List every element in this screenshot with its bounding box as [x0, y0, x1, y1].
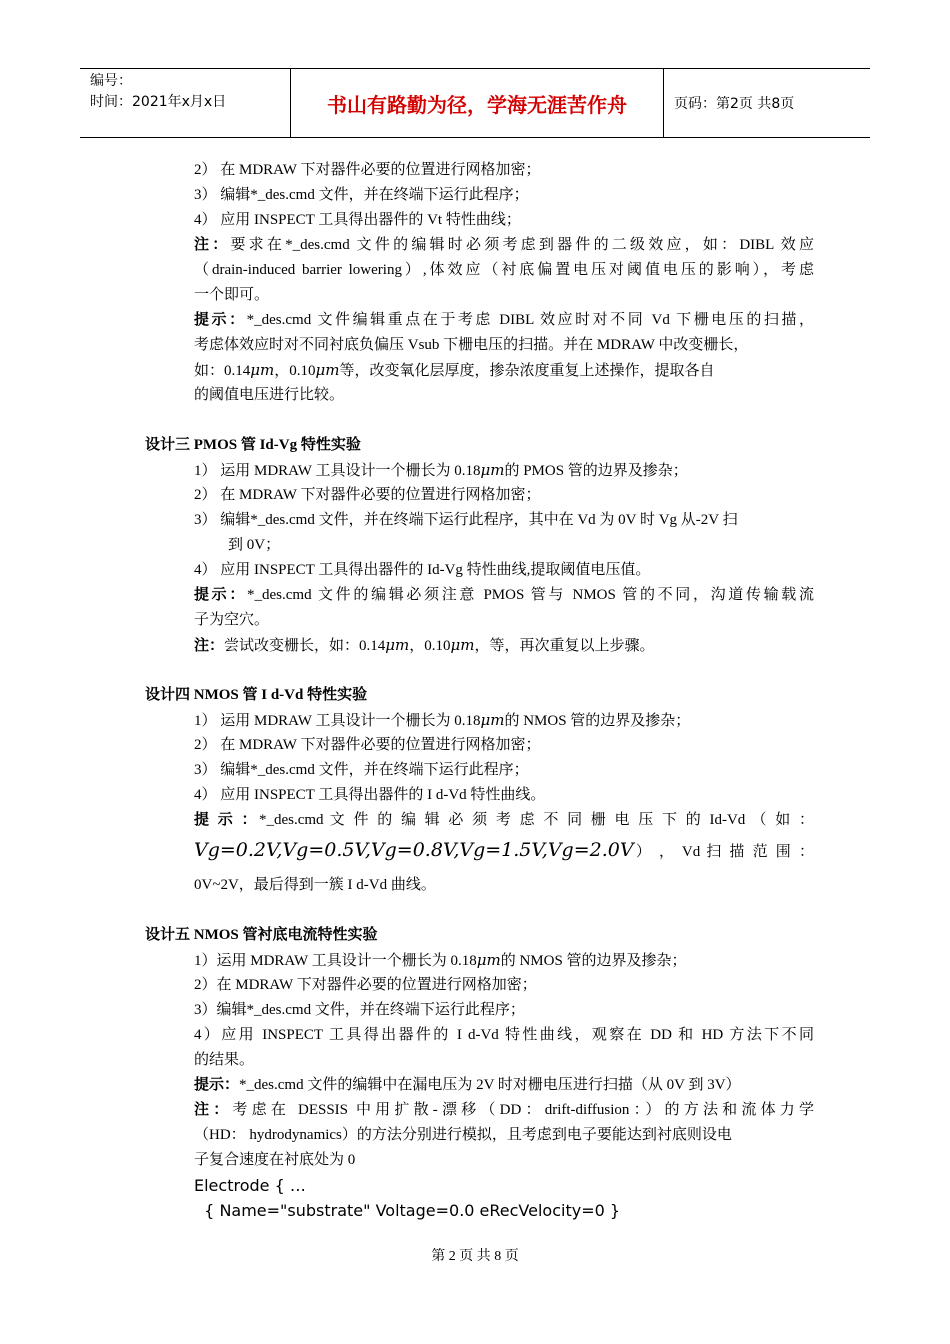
note-label: 注： — [194, 638, 225, 654]
unit-micrometer: μm — [450, 636, 475, 654]
text-line: （HD： hydrodynamics）的方法分别进行模拟，且考虑到电子要能达到衬底则设电 — [194, 1127, 732, 1143]
text-segment: 尝试改变栅长，如：0.14 — [224, 638, 386, 654]
unit-micrometer: μm — [480, 711, 505, 729]
note-text: *_des.cmd 文件的编辑必须注意 PMOS 管与 NMOS 管的不同，沟道传输载流 — [247, 587, 814, 603]
note-text: *_des.cmd 文件编辑重点在于考虑 DIBL 效应时对不同 Vd 下栅电压的扫描， — [246, 312, 814, 328]
text-line — [194, 308, 814, 333]
text-segment: ，0.10 — [274, 363, 316, 379]
text-line — [194, 358, 814, 383]
text-line: 2） 在 MDRAW 下对器件必要的位置进行网格加密； — [194, 162, 541, 178]
header-meta — [80, 69, 291, 137]
note-label: 注： — [194, 1102, 233, 1118]
text-segment: 的 NMOS 管的边界及掺杂； — [500, 953, 687, 969]
text-line: 的阈值电压进行比较。 — [194, 387, 345, 403]
text-line — [194, 1098, 814, 1123]
text-line: 2） 在 MDRAW 下对器件必要的位置进行网格加密； — [194, 487, 541, 503]
note-text: 要求在*_des.cmd 文件的编辑时必须考虑到器件的二级效应，如：DIBL 效应 — [230, 237, 814, 253]
text-line: 子复合速度在衬底处为 0 — [194, 1152, 356, 1168]
text-line — [194, 583, 814, 608]
page-indicator: 页码：第2页 共8页 — [674, 96, 795, 112]
unit-micrometer: μm — [476, 951, 501, 969]
motto: 书山有路勤为径，学海无涯苦作舟 — [291, 69, 664, 137]
section-heading: 设计五 NMOS 管衬底电流特性实验 — [145, 927, 378, 943]
page-footer: 第 2 页 共 8 页 — [431, 1249, 519, 1264]
document-body — [145, 158, 814, 1223]
note-label: 提 示 ： — [194, 812, 259, 828]
text-line: 4）应用 INSPECT 工具得出器件的 I d-Vd 特性曲线，观察在 DD 和 HD 方法下不同 — [194, 1027, 814, 1043]
text-line: 3）编辑*_des.cmd 文件，并在终端下运行此程序； — [194, 1002, 525, 1018]
text-line — [194, 458, 814, 483]
text-segment: ，等，再次重复以上步骤。 — [474, 638, 655, 654]
text-line — [194, 1073, 814, 1098]
text-line — [194, 948, 814, 973]
unit-micrometer: μm — [480, 461, 505, 479]
text-segment: 如：0.14 — [194, 363, 251, 379]
text-line — [194, 658, 814, 683]
voltage-formula: Vg=0.2V,Vg=0.5V,Vg=0.8V,Vg=1.5V,Vg=2.0V — [194, 839, 634, 861]
text-line — [194, 633, 814, 658]
text-line: 一个即可。 — [194, 287, 270, 303]
text-line — [194, 898, 814, 923]
text-line: （drain-induced barrier lowering）,体效应（衬底偏置电压对阈值电压的影响），考虑 — [194, 262, 814, 278]
text-segment: ，0.10 — [409, 638, 451, 654]
code-line: Electrode { … — [194, 1176, 306, 1195]
text-line: 4） 应用 INSPECT 工具得出器件的 Id-Vg 特性曲线,提取阈值电压值。 — [194, 562, 651, 578]
text-segment: 1） 运用 MDRAW 工具设计一个栅长为 0.18 — [194, 463, 481, 479]
text-line: 考虑体效应时对不同衬底负偏压 Vsub 下栅电压的扫描。并在 MDRAW 中改变栅长， — [194, 337, 749, 353]
text-line: 0V~2V，最后得到一簇 I d-Vd 曲线。 — [194, 877, 436, 893]
text-line: 2） 在 MDRAW 下对器件必要的位置进行网格加密； — [194, 737, 541, 753]
text-line: 到 0V； — [228, 537, 281, 553]
text-line — [194, 408, 814, 433]
section-heading: 设计四 NMOS 管 I d-Vd 特性实验 — [145, 687, 368, 703]
text-line: 4） 应用 INSPECT 工具得出器件的 I d-Vd 特性曲线。 — [194, 787, 546, 803]
text-segment: 的 NMOS 管的边界及掺杂； — [504, 713, 691, 729]
note-text: *_des.cmd 文件的编辑中在漏电压为 2V 时对栅电压进行扫描（从 0V 到 3V） — [239, 1077, 741, 1093]
text-line: 的结果。 — [194, 1052, 255, 1068]
text-line — [194, 808, 814, 833]
section-heading: 设计三 PMOS 管 Id-Vg 特性实验 — [145, 437, 361, 453]
text-line — [194, 833, 814, 873]
text-line: 3） 编辑*_des.cmd 文件，并在终端下运行此程序； — [194, 187, 529, 203]
text-segment: ） ， Vd 扫 描 范 围 ： — [633, 844, 814, 860]
note-label: 提示： — [194, 587, 248, 603]
unit-micrometer: μm — [315, 361, 340, 379]
note-text: 考虑在 DESSIS 中用扩散-漂移（DD：drift-diffusion：）的方法和流体力学 — [232, 1102, 814, 1118]
text-line: 4） 应用 INSPECT 工具得出器件的 Vt 特性曲线； — [194, 212, 521, 228]
text-line: 2）在 MDRAW 下对器件必要的位置进行网格加密； — [194, 977, 537, 993]
unit-micrometer: μm — [250, 361, 275, 379]
note-label: 提示： — [194, 312, 247, 328]
text-segment: 1）运用 MDRAW 工具设计一个栅长为 0.18 — [194, 953, 477, 969]
text-line — [194, 233, 814, 258]
text-line: 3） 编辑*_des.cmd 文件，并在终端下运行此程序； — [194, 762, 529, 778]
text-segment: 等，改变氧化层厚度，掺杂浓度重复上述操作，提取各自 — [339, 363, 715, 379]
text-line: 3） 编辑*_des.cmd 文件，并在终端下运行此程序，其中在 Vd 为 0V 时 Vg 从-2V 扫 — [194, 512, 738, 528]
note-text: *_des.cmd 文 件 的 编 辑 必 须 考 虑 不 同 栅 电 压 下 的 Id-Vd （ 如 ： — [258, 812, 814, 828]
note-label: 提示： — [194, 1077, 240, 1093]
page-header — [80, 68, 870, 138]
text-line: 子为空穴。 — [194, 612, 270, 628]
time-label: 时间：2021年x月x日 — [90, 94, 227, 110]
text-segment: 1） 运用 MDRAW 工具设计一个栅长为 0.18 — [194, 713, 481, 729]
unit-micrometer: μm — [385, 636, 410, 654]
code-line: { Name="substrate" Voltage=0.0 eRecVelocity=0 } — [194, 1201, 621, 1220]
text-segment: 的 PMOS 管的边界及掺杂； — [504, 463, 688, 479]
number-label: 编号： — [90, 73, 132, 89]
text-line — [194, 708, 814, 733]
note-label: 注： — [194, 237, 231, 253]
